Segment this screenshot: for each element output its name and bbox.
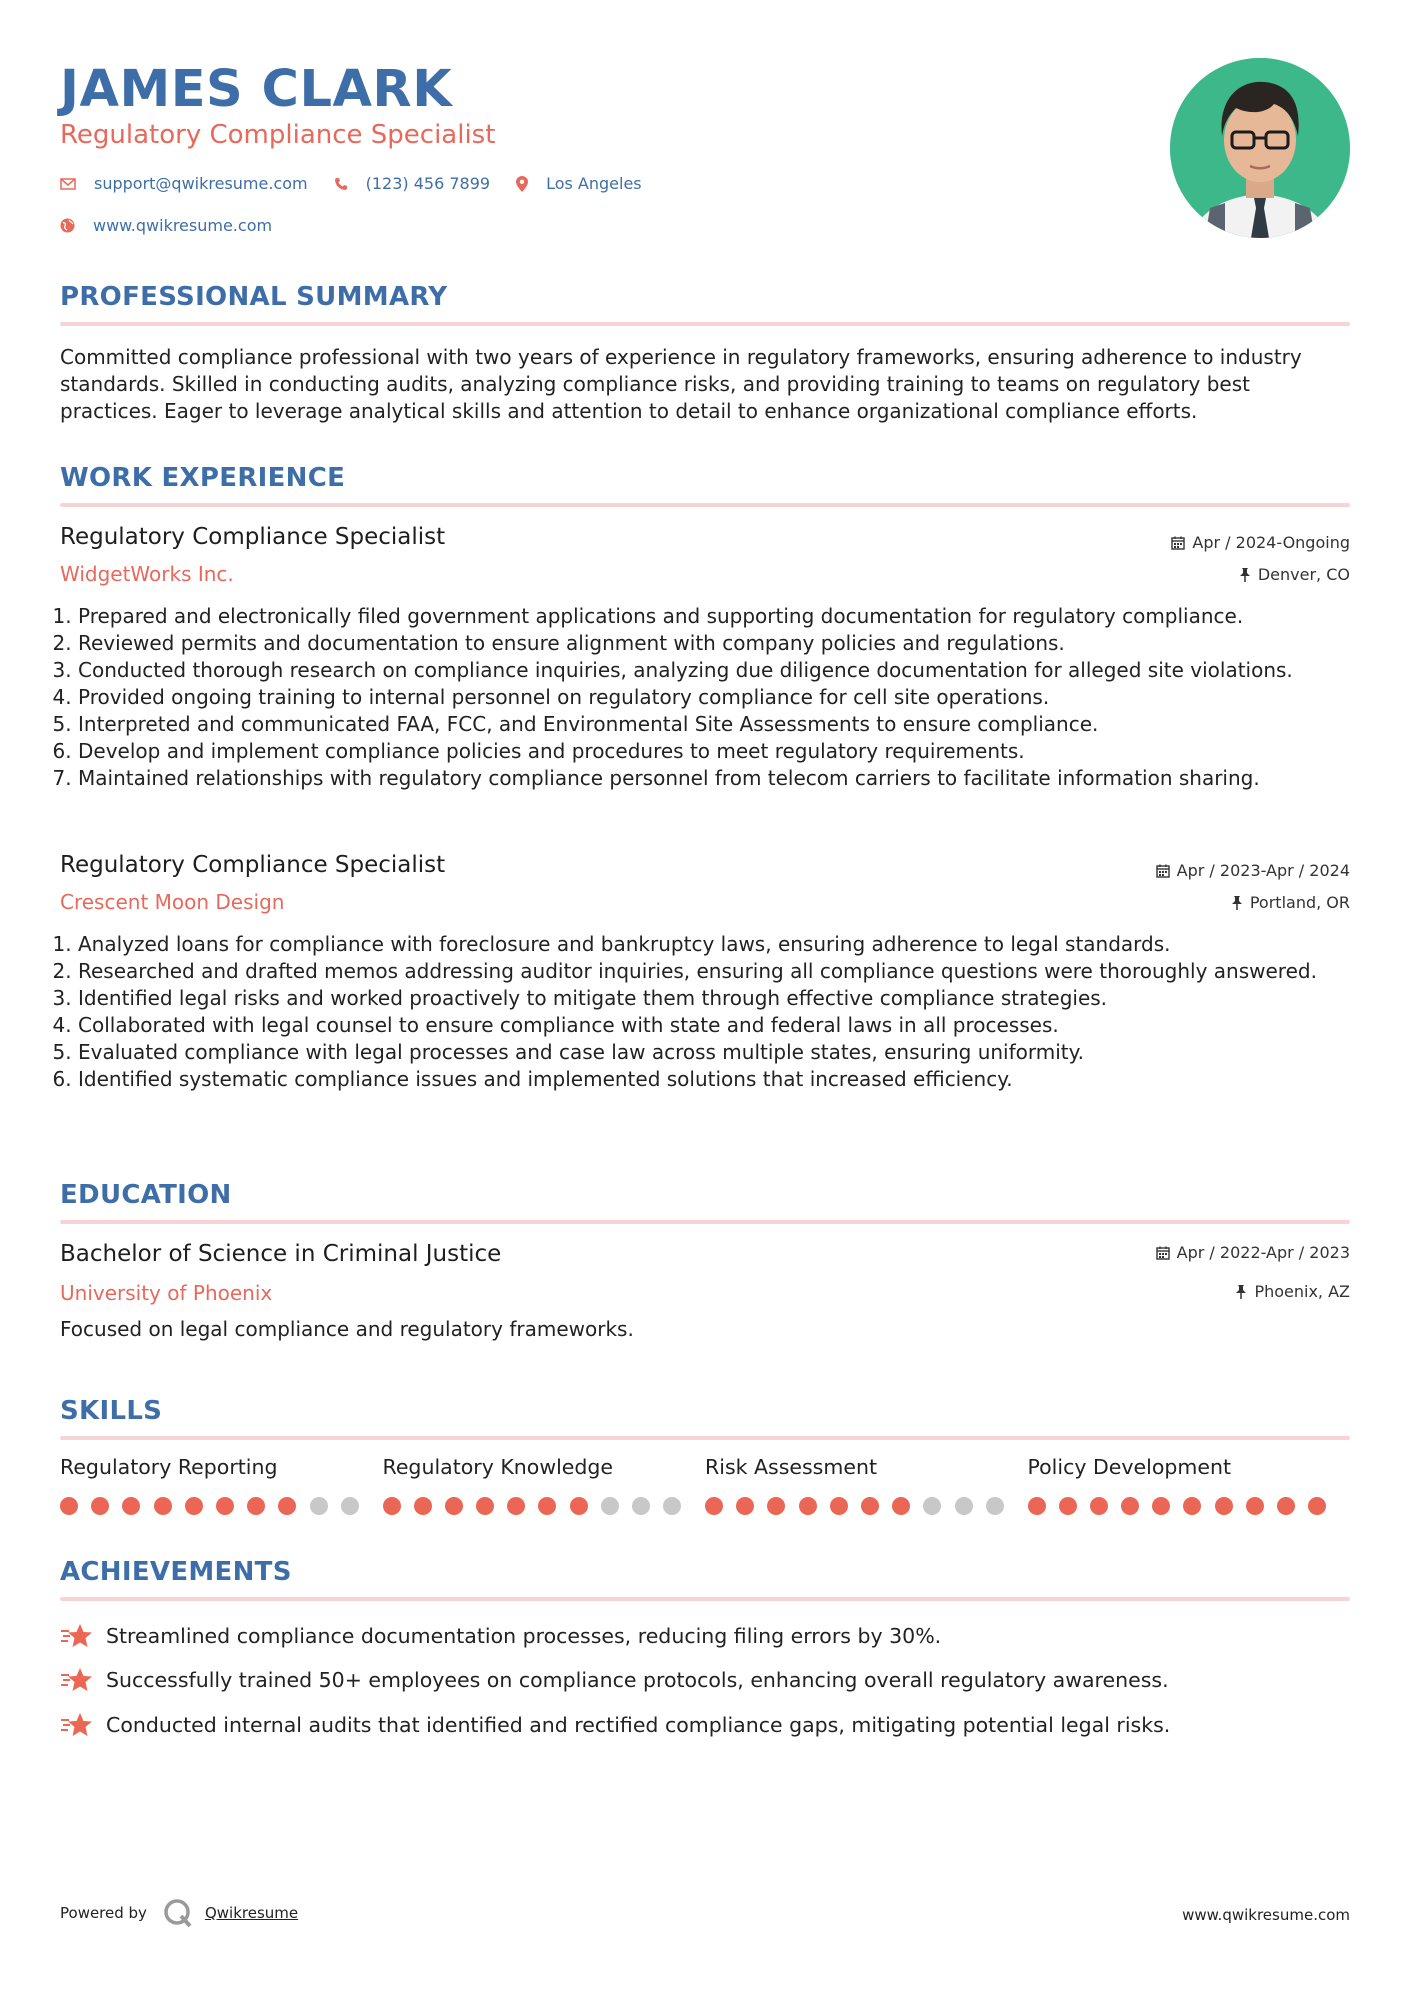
job-location-text: Portland, OR: [1249, 893, 1350, 912]
skill-dot-filled: [476, 1497, 494, 1515]
skill-dot-filled: [383, 1497, 401, 1515]
duty-item: 4. Collaborated with legal counsel to ensure compliance with state and federal laws in all processes.: [78, 1012, 1368, 1039]
phone-icon: [334, 177, 348, 191]
duty-item: 4. Provided ongoing training to internal personnel on regulatory compliance for cell site operations.: [78, 684, 1368, 711]
skill-dot-empty: [601, 1497, 619, 1515]
skill-rating: [383, 1497, 706, 1515]
skill-dot-filled: [892, 1497, 910, 1515]
duty-item: 1. Analyzed loans for compliance with foreclosure and bankruptcy laws, ensuring adherence to legal standards.: [78, 931, 1368, 958]
section-divider: [60, 1436, 1350, 1440]
qwikresume-link[interactable]: Qwikresume: [204, 1904, 299, 1922]
skill-dot-empty: [310, 1497, 328, 1515]
profile-photo: [1170, 58, 1350, 238]
phone-text: (123) 456 7899: [365, 174, 491, 193]
skills-grid: [60, 1455, 1350, 1515]
skill-dot-empty: [923, 1497, 941, 1515]
education-description: Focused on legal compliance and regulatory frameworks.: [60, 1317, 634, 1341]
skill-dot-filled: [1183, 1497, 1201, 1515]
skill-dot-empty: [341, 1497, 359, 1515]
skill-dot-filled: [1028, 1497, 1046, 1515]
resume-page: [60, 0, 1350, 1990]
email-text: support@qwikresume.com: [94, 174, 308, 193]
education-dates-text: Apr / 2022-Apr / 2023: [1176, 1243, 1350, 1262]
education-location-text: Phoenix, AZ: [1254, 1282, 1350, 1301]
summary-heading: PROFESSIONAL SUMMARY: [60, 282, 448, 312]
achievement-item: [60, 1711, 1170, 1739]
job-title: Regulatory Compliance Specialist: [60, 852, 446, 878]
star-achievement-icon: [60, 1711, 94, 1739]
skills-heading: SKILLS: [60, 1396, 163, 1426]
skill-dot-filled: [1246, 1497, 1264, 1515]
powered-by-label: Powered by: [60, 1904, 147, 1922]
contact-row-2: [60, 216, 298, 235]
contact-location: [516, 174, 642, 193]
map-pin-icon: [516, 176, 528, 192]
skill-name: Policy Development: [1027, 1455, 1231, 1479]
achievement-text: Conducted internal audits that identified and rectified compliance gaps, mitigating potential legal risks.: [106, 1713, 1171, 1737]
skill-dot-filled: [507, 1497, 525, 1515]
job-company: Crescent Moon Design: [60, 890, 285, 914]
skill-rating: [60, 1497, 383, 1515]
skill-name: Regulatory Knowledge: [382, 1455, 614, 1479]
duty-item: 5. Interpreted and communicated FAA, FCC, and Environmental Site Assessments to ensure compliance.: [78, 711, 1368, 738]
education-heading: EDUCATION: [60, 1180, 232, 1210]
work-experience-heading: WORK EXPERIENCE: [60, 463, 346, 493]
education-location: [1235, 1282, 1350, 1301]
skill-dot-filled: [1090, 1497, 1108, 1515]
candidate-title: Regulatory Compliance Specialist: [60, 120, 496, 150]
duty-item: 3. Identified legal risks and worked proactively to mitigate them through effective compliance strategies.: [78, 985, 1368, 1012]
achievement-text: Streamlined compliance documentation processes, reducing filing errors by 30%.: [106, 1624, 942, 1648]
skill-rating: [705, 1497, 1028, 1515]
location-text: Los Angeles: [546, 174, 642, 193]
duty-item: 1. Prepared and electronically filed government applications and supporting documentation for regulatory compliance.: [78, 603, 1368, 630]
skill-item: [60, 1455, 383, 1515]
duty-item: 3. Conducted thorough research on compliance inquiries, analyzing due diligence documentation for alleged site violations.: [78, 657, 1368, 684]
job-dates-text: Apr / 2023-Apr / 2024: [1176, 861, 1350, 880]
qwikresume-logo-icon: [163, 1898, 193, 1928]
skill-dot-filled: [247, 1497, 265, 1515]
skill-dot-filled: [1277, 1497, 1295, 1515]
duty-item: 2. Researched and drafted memos addressing auditor inquiries, ensuring all compliance questions were thoroughly answered.: [78, 958, 1368, 985]
skill-dot-filled: [830, 1497, 848, 1515]
achievement-text: Successfully trained 50+ employees on compliance protocols, enhancing overall regulatory awareness.: [106, 1668, 1169, 1692]
mail-icon: [60, 178, 76, 190]
job-duties-list: [60, 603, 1368, 792]
skill-name: Risk Assessment: [705, 1455, 877, 1479]
website-text: www.qwikresume.com: [93, 216, 273, 235]
skill-dot-filled: [1059, 1497, 1077, 1515]
skill-item: [705, 1455, 1028, 1515]
skill-dot-filled: [538, 1497, 556, 1515]
skill-dot-filled: [445, 1497, 463, 1515]
job-dates: [1156, 861, 1350, 880]
section-divider: [60, 503, 1350, 507]
calendar-icon: [1156, 864, 1170, 878]
skill-dot-filled: [799, 1497, 817, 1515]
achievement-item: [60, 1622, 941, 1650]
skill-dot-filled: [861, 1497, 879, 1515]
duty-item: 6. Develop and implement compliance policies and procedures to meet regulatory requirements.: [78, 738, 1368, 765]
avatar-illustration: [1170, 58, 1350, 238]
summary-text: Committed compliance professional with two years of experience in regulatory frameworks, ensuring adherence to industry standards. Skilled in conducting audits, analyzing compliance risks, and providing training to teams on regulatory best practices. Eager to leverage analytical skills and attention to detail to enhance organizational compliance efforts.: [60, 345, 1302, 423]
footer-powered-by: [60, 1898, 298, 1928]
skill-dot-filled: [1215, 1497, 1233, 1515]
skill-dot-filled: [1152, 1497, 1170, 1515]
job-title: Regulatory Compliance Specialist: [60, 524, 446, 550]
skill-dot-filled: [767, 1497, 785, 1515]
footer-website[interactable]: www.qwikresume.com: [1182, 1906, 1350, 1924]
candidate-name: JAMES CLARK: [60, 60, 453, 119]
skill-dot-filled: [185, 1497, 203, 1515]
skill-dot-empty: [632, 1497, 650, 1515]
skill-dot-filled: [414, 1497, 432, 1515]
skill-dot-empty: [663, 1497, 681, 1515]
skill-dot-filled: [91, 1497, 109, 1515]
pushpin-icon: [1231, 896, 1243, 910]
job-dates: [1171, 533, 1350, 552]
contact-phone[interactable]: [334, 174, 490, 193]
skill-dot-filled: [122, 1497, 140, 1515]
job-company: WidgetWorks Inc.: [60, 562, 234, 586]
contact-row: [60, 174, 668, 193]
skill-name: Regulatory Reporting: [60, 1455, 278, 1479]
degree-title: Bachelor of Science in Criminal Justice: [60, 1241, 502, 1267]
section-divider: [60, 322, 1350, 326]
job-location-text: Denver, CO: [1257, 565, 1350, 584]
pushpin-icon: [1239, 568, 1251, 582]
duty-item: 5. Evaluated compliance with legal processes and case law across multiple states, ensuring uniformity.: [78, 1039, 1368, 1066]
duty-item: 2. Reviewed permits and documentation to ensure alignment with company policies and regulations.: [78, 630, 1368, 657]
skill-dot-filled: [705, 1497, 723, 1515]
skill-dot-filled: [216, 1497, 234, 1515]
skill-dot-filled: [1121, 1497, 1139, 1515]
duty-item: 7. Maintained relationships with regulatory compliance personnel from telecom carriers to facilitate information sharing.: [78, 765, 1368, 792]
job-dates-text: Apr / 2024-Ongoing: [1192, 533, 1350, 552]
calendar-icon: [1156, 1246, 1170, 1260]
skill-dot-filled: [154, 1497, 172, 1515]
skill-item: [1028, 1455, 1351, 1515]
education-dates: [1156, 1243, 1350, 1262]
job-location: [1231, 893, 1350, 912]
skill-dot-empty: [955, 1497, 973, 1515]
duty-item: 6. Identified systematic compliance issues and implemented solutions that increased efficiency.: [78, 1066, 1368, 1093]
skill-dot-filled: [736, 1497, 754, 1515]
globe-icon: [60, 218, 75, 233]
achievement-item: [60, 1666, 1169, 1694]
job-location: [1239, 565, 1350, 584]
section-divider: [60, 1597, 1350, 1601]
pushpin-icon: [1235, 1285, 1247, 1299]
section-divider: [60, 1220, 1350, 1224]
skill-dot-filled: [1308, 1497, 1326, 1515]
skill-rating: [1028, 1497, 1351, 1515]
calendar-icon: [1171, 536, 1185, 550]
contact-website[interactable]: [60, 216, 272, 235]
school-name: University of Phoenix: [60, 1281, 273, 1305]
contact-email[interactable]: [60, 174, 308, 193]
skill-dot-filled: [278, 1497, 296, 1515]
skill-item: [383, 1455, 706, 1515]
star-achievement-icon: [60, 1622, 94, 1650]
star-achievement-icon: [60, 1666, 94, 1694]
skill-dot-empty: [986, 1497, 1004, 1515]
achievements-heading: ACHIEVEMENTS: [60, 1557, 292, 1587]
job-duties-list: [60, 931, 1368, 1093]
skill-dot-filled: [570, 1497, 588, 1515]
skill-dot-filled: [60, 1497, 78, 1515]
